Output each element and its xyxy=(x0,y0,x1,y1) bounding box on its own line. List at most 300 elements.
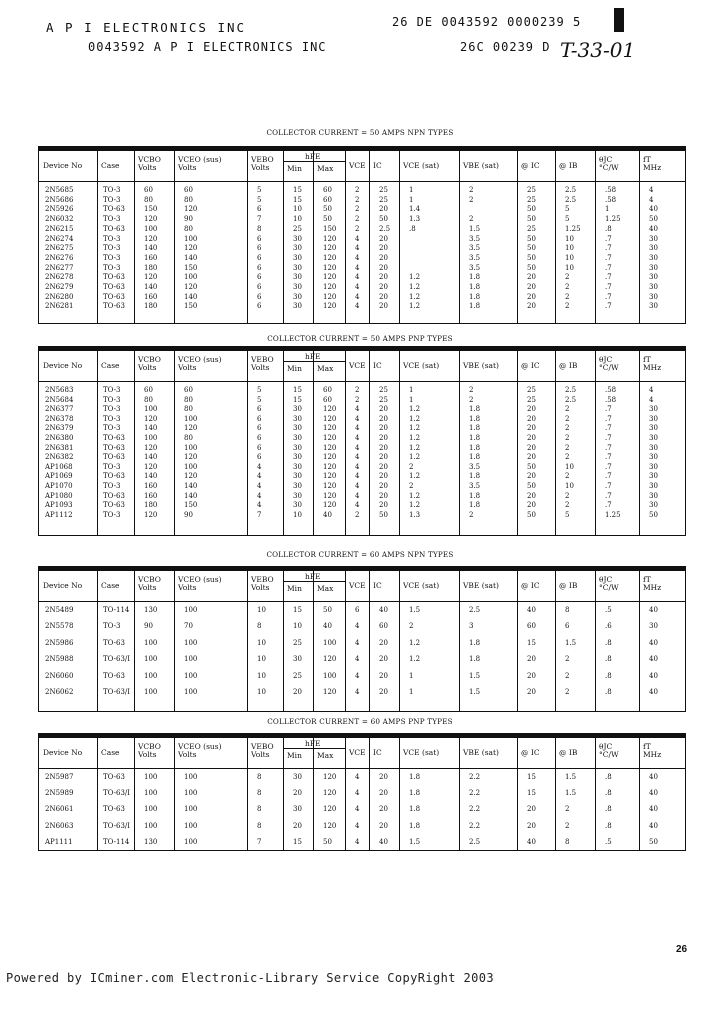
table-cell: 20 xyxy=(379,821,388,830)
table-cell: 15 xyxy=(527,789,536,798)
table-cell: TO-114 xyxy=(103,837,130,846)
table-cell: TO-63 xyxy=(103,805,125,814)
table-cell: 10 xyxy=(565,253,574,262)
table-row xyxy=(39,512,685,521)
table-cell: 2 xyxy=(409,482,414,490)
table-cell: 2 xyxy=(469,395,474,404)
table-row xyxy=(39,445,685,454)
table-cell: 25 xyxy=(379,186,388,194)
table-cell: 4 xyxy=(355,821,360,830)
table-cell: 120 xyxy=(323,244,337,253)
column-header: θJC °C/W xyxy=(599,155,619,172)
table-cell: 100 xyxy=(144,773,158,781)
table-cell: 120 xyxy=(323,491,337,500)
table-row xyxy=(39,656,685,665)
column-header: VCBO Volts xyxy=(138,155,161,172)
table-cell: 2.5 xyxy=(469,606,481,614)
table-cell: 10 xyxy=(565,263,574,272)
table-cell: 6 xyxy=(257,302,262,311)
table-cell: 6 xyxy=(257,414,262,423)
table-cell: 4 xyxy=(355,837,360,846)
table-cell: 25 xyxy=(293,224,302,233)
table-cell: 60 xyxy=(379,622,388,631)
column-header: Max xyxy=(317,164,334,173)
table-cell: 1.8 xyxy=(469,638,481,647)
table-cell: 20 xyxy=(379,263,388,272)
table-cell: 4 xyxy=(649,395,654,404)
table-cell: 30 xyxy=(293,244,302,253)
table-cell: 20 xyxy=(527,491,536,500)
table-cell: 40 xyxy=(649,671,658,680)
column-header: Min xyxy=(287,751,302,760)
header-row xyxy=(39,738,685,769)
column-header: VCE xyxy=(349,581,366,590)
table-cell: 20 xyxy=(379,472,388,481)
table-cell: 2N6379 xyxy=(45,424,74,433)
table-cell: TO-63 xyxy=(103,472,125,481)
table-row xyxy=(39,265,685,274)
table-cell: 140 xyxy=(144,424,158,433)
table-cell: 1.2 xyxy=(409,501,421,510)
table-cell: 50 xyxy=(649,837,658,846)
table-cell: 40 xyxy=(527,837,536,846)
table-cell: 15 xyxy=(293,606,302,614)
table-cell: 20 xyxy=(379,292,388,301)
table-cell: 30 xyxy=(649,491,658,500)
table-cell: TO-63 xyxy=(103,273,125,282)
table-cell: TO-3 xyxy=(103,395,121,404)
table-cell: 120 xyxy=(144,234,158,243)
table-cell: 20 xyxy=(527,302,536,311)
table-cell: .8 xyxy=(409,224,416,233)
table-cell: 7 xyxy=(257,510,262,519)
table-cell: 2.5 xyxy=(565,186,577,194)
table-cell: 50 xyxy=(527,253,536,262)
table-cell: 80 xyxy=(184,395,193,404)
table-cell: 120 xyxy=(323,655,337,664)
table-cell: 1.2 xyxy=(409,283,421,291)
table-cell: 1.8 xyxy=(469,453,481,462)
table-cell: 40 xyxy=(649,789,658,798)
table-cell: 30 xyxy=(293,424,302,433)
table-cell: 20 xyxy=(379,453,388,462)
table-cell: 5 xyxy=(257,395,262,404)
table-cell: 120 xyxy=(144,462,158,471)
table-cell: 140 xyxy=(144,244,158,253)
table-cell: 160 xyxy=(144,253,158,262)
table-cell: 2 xyxy=(565,821,570,830)
table-cell: 1.2 xyxy=(409,414,421,423)
table-row xyxy=(39,502,685,511)
table-cell: 4 xyxy=(649,186,654,194)
table-cell: 2N6063 xyxy=(45,821,74,830)
table-cell: 40 xyxy=(527,606,536,614)
table-cell: 2 xyxy=(355,224,360,233)
table-cell: 30 xyxy=(649,253,658,262)
table-cell: 90 xyxy=(184,215,193,224)
table-cell: 1.3 xyxy=(409,215,421,224)
table-cell: 20 xyxy=(379,302,388,311)
table-cell: 20 xyxy=(379,655,388,664)
table-cell: 20 xyxy=(379,273,388,282)
table-cell: 50 xyxy=(527,205,536,214)
table-cell: 30 xyxy=(293,263,302,272)
table-row xyxy=(39,206,685,215)
table-cell: 4 xyxy=(355,414,360,423)
table-cell: 1.8 xyxy=(469,405,481,414)
table-cell: 20 xyxy=(379,244,388,253)
column-header: @ IC xyxy=(521,361,540,370)
table-cell: 100 xyxy=(184,462,198,471)
table-cell: 140 xyxy=(144,472,158,481)
table-cell: 40 xyxy=(649,606,658,614)
table-cell: TO-63/I xyxy=(103,688,131,696)
table-row xyxy=(39,187,685,196)
table-cell: .7 xyxy=(605,462,612,471)
table-cell: 1 xyxy=(409,386,414,394)
table-cell: 2N5989 xyxy=(45,789,74,798)
table-cell: 150 xyxy=(184,501,198,510)
header-row xyxy=(39,151,685,182)
table-cell: TO-3 xyxy=(103,510,121,519)
table-cell: AP1070 xyxy=(45,482,73,490)
column-header: VCBO Volts xyxy=(138,575,161,592)
table-cell: 7 xyxy=(257,837,262,846)
table-cell: 1.8 xyxy=(469,273,481,282)
table-cell: TO-63 xyxy=(103,302,125,311)
table-cell: 20 xyxy=(379,443,388,452)
table-cell: .58 xyxy=(605,195,617,204)
table-cell: 120 xyxy=(323,789,337,798)
column-header: VCE (sat) xyxy=(403,361,440,370)
table-cell: 20 xyxy=(527,655,536,664)
table-cell: 4 xyxy=(355,655,360,664)
table-cell: TO-3 xyxy=(103,253,121,262)
table-cell: 120 xyxy=(144,414,158,423)
hfe-divider xyxy=(283,161,345,162)
column-header: @ IB xyxy=(559,748,578,757)
table-cell: 120 xyxy=(323,688,337,696)
table-cell: 2 xyxy=(469,186,474,194)
table-cell: 120 xyxy=(144,510,158,519)
table-cell: 20 xyxy=(527,434,536,442)
table-cell: 3.5 xyxy=(469,462,481,471)
table-cell: 30 xyxy=(649,292,658,301)
table-cell: 40 xyxy=(649,655,658,664)
column-header: VCE (sat) xyxy=(403,748,440,757)
table-cell: 4 xyxy=(355,283,360,291)
table-cell: .8 xyxy=(605,773,612,781)
table-cell: .7 xyxy=(605,443,612,452)
table-cell: 2 xyxy=(565,302,570,311)
table-cell: 1.5 xyxy=(565,773,577,781)
section-title: COLLECTOR CURRENT = 50 AMPS PNP TYPES xyxy=(267,334,453,343)
table-cell: 1 xyxy=(409,186,414,194)
table-cell: TO-3 xyxy=(103,263,121,272)
table-cell: 10 xyxy=(293,205,302,214)
table-cell: 2N5988 xyxy=(45,655,74,664)
table-row xyxy=(39,274,685,283)
table-cell: 20 xyxy=(379,789,388,798)
table-row xyxy=(39,397,685,406)
table-cell: .5 xyxy=(605,606,612,614)
table-cell: 25 xyxy=(527,195,536,204)
table-cell: 2N5684 xyxy=(45,395,74,404)
table-cell: 3.5 xyxy=(469,234,481,243)
table-cell: 120 xyxy=(184,205,198,214)
table-cell: 4 xyxy=(355,244,360,253)
table-cell: TO-3 xyxy=(103,386,121,394)
table-cell: TO-3 xyxy=(103,186,121,194)
table-cell: 2N6382 xyxy=(45,453,74,462)
table-cell: 15 xyxy=(527,773,536,781)
table-cell: 50 xyxy=(323,837,332,846)
table-cell: .8 xyxy=(605,671,612,680)
table-cell: TO-63 xyxy=(103,292,125,301)
table-cell: .5 xyxy=(605,837,612,846)
table-cell: 60 xyxy=(527,622,536,631)
table-cell: 15 xyxy=(293,837,302,846)
table-cell: 2 xyxy=(565,472,570,481)
table-cell: 50 xyxy=(527,263,536,272)
table-cell: 2.5 xyxy=(565,195,577,204)
table-cell: 5 xyxy=(565,215,570,224)
table-row xyxy=(39,425,685,434)
column-header: VCE xyxy=(349,361,366,370)
table-cell: 4 xyxy=(355,462,360,471)
table-cell: 1.25 xyxy=(565,224,581,233)
table-cell: 25 xyxy=(379,195,388,204)
table-cell: 6 xyxy=(257,424,262,433)
table-cell: 20 xyxy=(379,805,388,814)
table-cell: 40 xyxy=(323,510,332,519)
table-cell: .7 xyxy=(605,501,612,510)
table-cell: TO-3 xyxy=(103,622,121,631)
table-cell: 25 xyxy=(527,395,536,404)
table-cell: 2N6380 xyxy=(45,434,74,442)
table-cell: 140 xyxy=(184,491,198,500)
table-cell: TO-3 xyxy=(103,215,121,224)
table-cell: 2N6061 xyxy=(45,805,74,814)
table-cell: 30 xyxy=(649,302,658,311)
table-cell: TO-63 xyxy=(103,224,125,233)
table-cell: 120 xyxy=(323,405,337,414)
table-cell: .8 xyxy=(605,224,612,233)
table-row xyxy=(39,640,685,649)
table-cell: 50 xyxy=(323,215,332,224)
table-cell: 1.8 xyxy=(409,805,421,814)
table-cell: 40 xyxy=(323,622,332,631)
spec-table xyxy=(38,346,686,536)
table-cell: 4 xyxy=(355,482,360,490)
table-cell: 1.25 xyxy=(605,510,621,519)
table-cell: 4 xyxy=(649,195,654,204)
table-cell: 4 xyxy=(355,302,360,311)
table-cell: 100 xyxy=(184,443,198,452)
table-cell: 120 xyxy=(184,453,198,462)
table-cell: 20 xyxy=(379,283,388,291)
column-header: fT MHz xyxy=(643,155,662,172)
table-cell: 1.8 xyxy=(469,283,481,291)
table-cell: 20 xyxy=(527,273,536,282)
table-cell: 2 xyxy=(565,292,570,301)
column-header: Device No xyxy=(43,581,83,590)
table-cell: 120 xyxy=(323,253,337,262)
table-cell: 30 xyxy=(649,414,658,423)
table-cell: 2 xyxy=(565,443,570,452)
table-cell: 25 xyxy=(527,224,536,233)
table-cell: 40 xyxy=(649,805,658,814)
table-cell: TO-3 xyxy=(103,195,121,204)
column-header: VCEO (sus) Volts xyxy=(178,155,222,172)
table-cell: TO-63 xyxy=(103,453,125,462)
table-cell: 100 xyxy=(144,434,158,442)
table-cell: 120 xyxy=(323,302,337,311)
table-cell: TO-3 xyxy=(103,482,121,490)
table-cell: 2 xyxy=(565,491,570,500)
table-cell: 4 xyxy=(355,443,360,452)
table-cell: 20 xyxy=(379,405,388,414)
table-cell: 120 xyxy=(184,424,198,433)
table-cell: 1.5 xyxy=(469,688,481,696)
hfe-divider xyxy=(283,581,345,582)
table-cell: .7 xyxy=(605,491,612,500)
table-cell: TO-63/I xyxy=(103,655,131,664)
table-cell: 20 xyxy=(527,472,536,481)
table-cell: 5 xyxy=(257,186,262,194)
table-cell: 180 xyxy=(144,501,158,510)
section-title: COLLECTOR CURRENT = 50 AMPS NPN TYPES xyxy=(266,128,454,137)
table-cell: 2 xyxy=(565,434,570,442)
table-cell: 2 xyxy=(565,671,570,680)
table-cell: 20 xyxy=(527,414,536,423)
table-cell: 2N5986 xyxy=(45,638,74,647)
table-cell: 30 xyxy=(293,453,302,462)
table-row xyxy=(39,406,685,415)
table-cell: 4 xyxy=(355,263,360,272)
table-cell: 120 xyxy=(323,462,337,471)
column-header: @ IB xyxy=(559,581,578,590)
table-cell: 4 xyxy=(355,789,360,798)
table-cell: 120 xyxy=(184,472,198,481)
table-cell: 1.8 xyxy=(469,491,481,500)
table-cell: 100 xyxy=(184,655,198,664)
table-cell: 20 xyxy=(293,821,302,830)
table-cell: 2.2 xyxy=(469,805,481,814)
table-cell: 6 xyxy=(257,205,262,214)
table-cell: .7 xyxy=(605,234,612,243)
table-cell: 1.8 xyxy=(409,789,421,798)
table-cell: 4 xyxy=(355,472,360,481)
table-cell: 25 xyxy=(379,395,388,404)
table-cell: 1.2 xyxy=(409,472,421,481)
table-cell: 5 xyxy=(565,205,570,214)
table-cell: 160 xyxy=(144,491,158,500)
hfe-group-label: hFE xyxy=(305,152,321,161)
table-cell: AP1069 xyxy=(45,472,73,481)
table-cell: 7 xyxy=(257,215,262,224)
table-cell: 20 xyxy=(379,205,388,214)
table-cell: 15 xyxy=(293,186,302,194)
column-header: VCE (sat) xyxy=(403,581,440,590)
table-row xyxy=(39,255,685,264)
table-cell: 2 xyxy=(355,395,360,404)
table-cell: 6 xyxy=(257,453,262,462)
table-cell: 1.8 xyxy=(409,821,421,830)
column-header: Max xyxy=(317,584,334,593)
table-cell: 160 xyxy=(144,482,158,490)
table-cell: 100 xyxy=(184,805,198,814)
table-cell: 140 xyxy=(184,482,198,490)
table-cell: .7 xyxy=(605,434,612,442)
column-header: VCE (sat) xyxy=(403,161,440,170)
table-cell: 8 xyxy=(257,805,262,814)
table-row xyxy=(39,226,685,235)
table-cell: 30 xyxy=(649,234,658,243)
table-cell: 50 xyxy=(649,510,658,519)
table-cell: 2.2 xyxy=(469,773,481,781)
table-cell: TO-3 xyxy=(103,244,121,253)
table-cell: .58 xyxy=(605,395,617,404)
table-cell: 50 xyxy=(527,234,536,243)
table-cell: 30 xyxy=(649,622,658,631)
table-cell: 6 xyxy=(257,234,262,243)
column-header: VCE xyxy=(349,748,366,757)
section-title: COLLECTOR CURRENT = 60 AMPS PNP TYPES xyxy=(267,717,453,726)
table-cell: 1.8 xyxy=(469,472,481,481)
table-cell: TO-63 xyxy=(103,773,125,781)
table-cell: 100 xyxy=(144,821,158,830)
table-cell: 30 xyxy=(649,244,658,253)
table-cell: 100 xyxy=(184,688,198,696)
table-cell: 90 xyxy=(144,622,153,631)
table-cell: 1.8 xyxy=(469,292,481,301)
table-cell: 60 xyxy=(184,186,193,194)
table-cell: 100 xyxy=(184,234,198,243)
table-cell: 1.5 xyxy=(409,606,421,614)
table-cell: 100 xyxy=(184,273,198,282)
table-cell: 4 xyxy=(257,462,262,471)
table-row xyxy=(39,493,685,502)
table-cell: .7 xyxy=(605,405,612,414)
table-cell: 1 xyxy=(409,671,414,680)
table-cell: 20 xyxy=(527,424,536,433)
table-cell: 30 xyxy=(293,805,302,814)
table-cell: 5 xyxy=(565,510,570,519)
table-cell: 4 xyxy=(355,424,360,433)
table-cell: 120 xyxy=(323,263,337,272)
column-header: VCBO Volts xyxy=(138,742,161,759)
company-name: A P I ELECTRONICS INC xyxy=(46,20,247,35)
table-cell: 1.2 xyxy=(409,424,421,433)
table-cell: 20 xyxy=(293,789,302,798)
table-cell: 80 xyxy=(184,434,193,442)
table-cell: 2 xyxy=(565,283,570,291)
hfe-group-label: hFE xyxy=(305,572,321,581)
column-header: VCE xyxy=(349,161,366,170)
table-cell: 4 xyxy=(355,292,360,301)
table-cell: 120 xyxy=(184,283,198,291)
table-cell: 10 xyxy=(257,671,266,680)
table-cell: 20 xyxy=(379,434,388,442)
table-cell: 20 xyxy=(527,501,536,510)
table-cell: 4 xyxy=(355,234,360,243)
table-cell: 6 xyxy=(257,273,262,282)
table-cell: 120 xyxy=(323,821,337,830)
table-cell: 4 xyxy=(355,622,360,631)
table-cell: 1.2 xyxy=(409,302,421,311)
table-cell: 2 xyxy=(355,205,360,214)
